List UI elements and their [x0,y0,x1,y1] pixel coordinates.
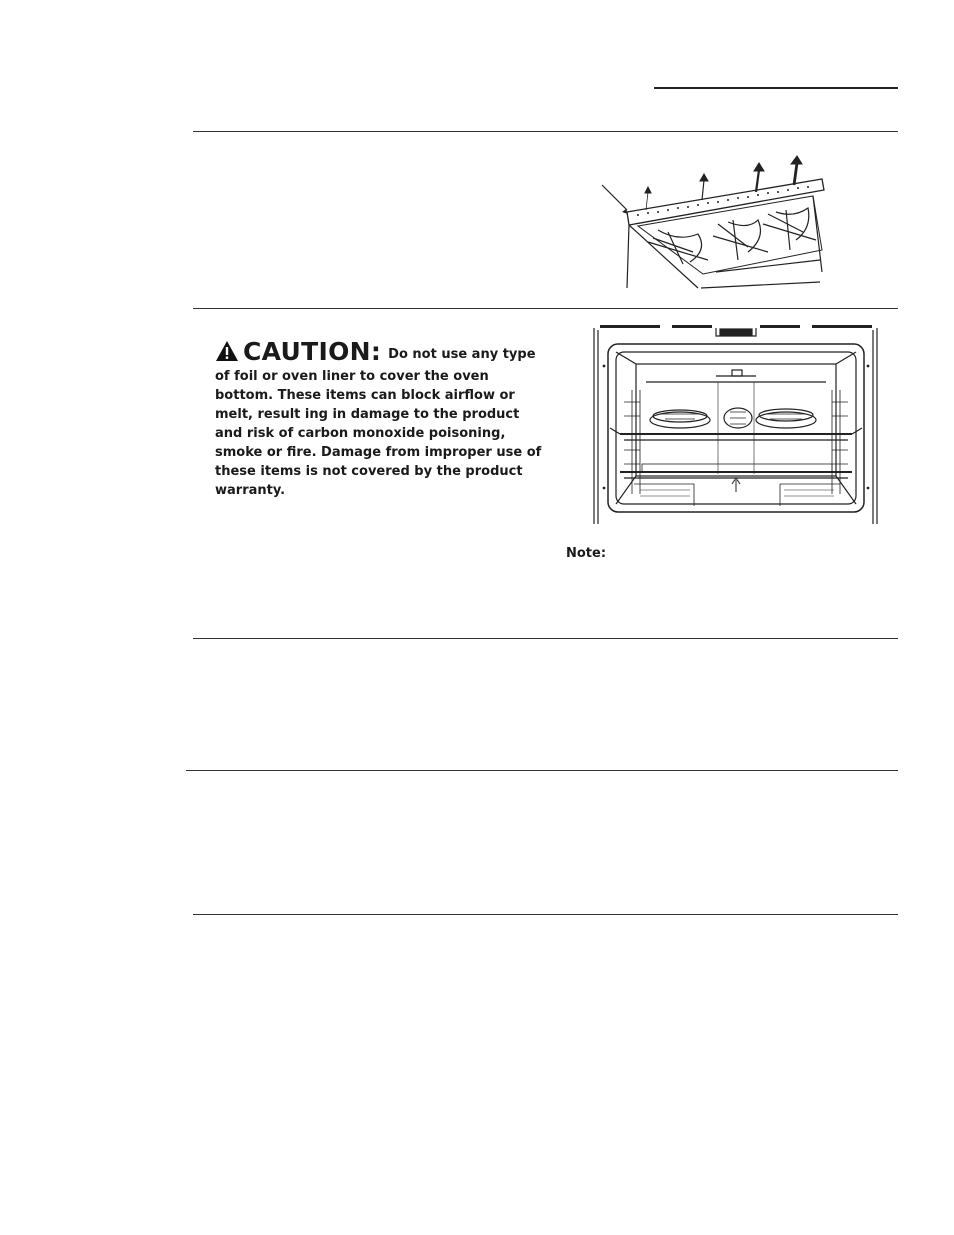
caution-lead-text: Do not use any type [388,347,536,362]
note-label: Note: [566,546,607,561]
section-divider [193,131,898,132]
header-rule [654,87,898,89]
section-divider [186,770,898,771]
caution-heading: CAUTION: [243,337,382,366]
section-divider [193,914,898,915]
cooktop-vent-illustration [598,152,828,292]
caution-notice [215,338,550,500]
section-divider [193,308,898,309]
warning-triangle-icon [215,340,239,362]
section-divider [193,638,898,639]
oven-interior-illustration [590,324,882,526]
caution-body-text: of foil or oven liner to cover the oven bottom. These items can block airflow or melt, result ing in damage to the product and risk of carbon monoxide poisoning, smoke or fire. Damage from improper use of these items is not covered by the product warranty. [215,369,542,498]
